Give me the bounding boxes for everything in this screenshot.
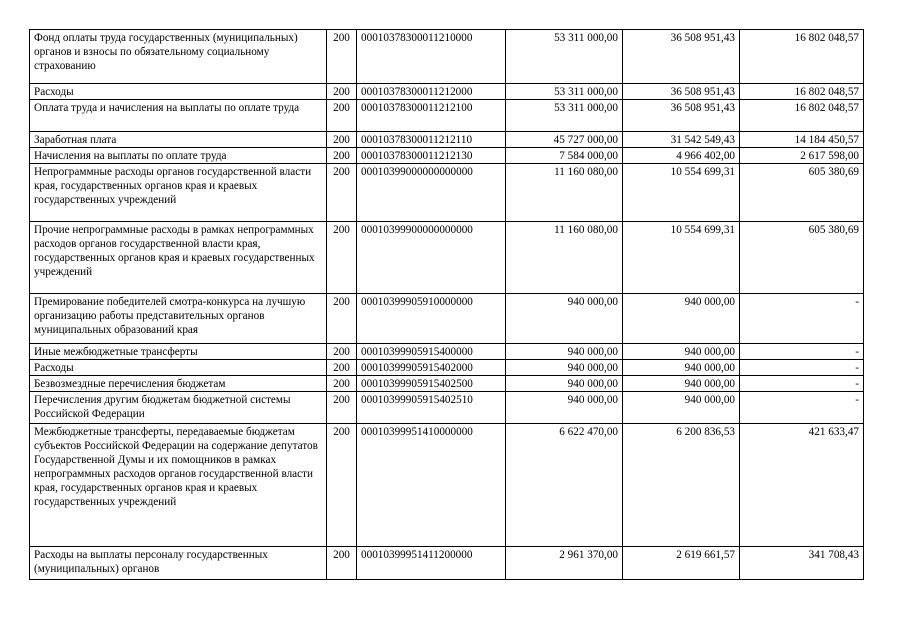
row-executed-cell: 36 508 951,43 [623, 30, 740, 84]
row-unexecuted-cell: 16 802 048,57 [740, 84, 864, 100]
row-unexecuted-cell: - [740, 360, 864, 376]
row-executed-cell: 4 966 402,00 [623, 148, 740, 164]
row-approved-cell: 940 000,00 [506, 360, 623, 376]
budget-table-body [30, 30, 864, 580]
row-kbk-cell: 00010378300011212130 [357, 148, 506, 164]
row-unexecuted-cell: - [740, 344, 864, 360]
row-unexecuted-cell: - [740, 294, 864, 344]
row-code-cell: 200 [327, 84, 357, 100]
row-executed-cell: 31 542 549,43 [623, 132, 740, 148]
row-name-cell: Перечисления другим бюджетам бюджетной системы Российской Федерации [30, 392, 327, 424]
row-approved-cell: 53 311 000,00 [506, 100, 623, 132]
row-code-cell: 200 [327, 222, 357, 294]
row-kbk-cell: 00010399000000000000 [357, 164, 506, 222]
row-unexecuted-cell: 421 633,47 [740, 424, 864, 547]
row-executed-cell: 2 619 661,57 [623, 547, 740, 580]
row-approved-cell: 53 311 000,00 [506, 84, 623, 100]
row-unexecuted-cell: 14 184 450,57 [740, 132, 864, 148]
row-unexecuted-cell: 605 380,69 [740, 164, 864, 222]
row-kbk-cell: 00010378300011212100 [357, 100, 506, 132]
row-name-cell: Заработная плата [30, 132, 327, 148]
row-code-cell: 200 [327, 294, 357, 344]
row-code-cell: 200 [327, 164, 357, 222]
table-row [30, 132, 864, 148]
row-code-cell: 200 [327, 376, 357, 392]
row-code-cell: 200 [327, 132, 357, 148]
row-executed-cell: 940 000,00 [623, 360, 740, 376]
row-code-cell: 200 [327, 30, 357, 84]
table-row [30, 164, 864, 222]
table-row [30, 344, 864, 360]
row-name-cell: Межбюджетные трансферты, передаваемые бюджетам субъектов Российской Федерации на содержание депутатов Государственной Думы и их помощников в рамках непрограммных расходов органов государственной власти края, государственных органов края и краевых государственных учреждений [30, 424, 327, 547]
row-name-cell: Расходы на выплаты персоналу государственных (муниципальных) органов [30, 547, 327, 580]
table-row [30, 376, 864, 392]
row-unexecuted-cell: 605 380,69 [740, 222, 864, 294]
row-approved-cell: 940 000,00 [506, 294, 623, 344]
table-row [30, 100, 864, 132]
row-name-cell: Фонд оплаты труда государственных (муниципальных) органов и взносы по обязательному социальному страхованию [30, 30, 327, 84]
row-executed-cell: 10 554 699,31 [623, 164, 740, 222]
row-approved-cell: 940 000,00 [506, 344, 623, 360]
row-approved-cell: 6 622 470,00 [506, 424, 623, 547]
row-kbk-cell: 00010399951410000000 [357, 424, 506, 547]
row-name-cell: Безвозмездные перечисления бюджетам [30, 376, 327, 392]
table-row [30, 222, 864, 294]
budget-table [29, 29, 864, 580]
row-kbk-cell: 00010399905915400000 [357, 344, 506, 360]
table-row [30, 547, 864, 580]
row-code-cell: 200 [327, 424, 357, 547]
row-executed-cell: 940 000,00 [623, 344, 740, 360]
row-unexecuted-cell: 16 802 048,57 [740, 30, 864, 84]
row-code-cell: 200 [327, 360, 357, 376]
row-kbk-cell: 00010399905915402500 [357, 376, 506, 392]
row-approved-cell: 11 160 080,00 [506, 164, 623, 222]
row-kbk-cell: 00010399905915402510 [357, 392, 506, 424]
row-approved-cell: 53 311 000,00 [506, 30, 623, 84]
row-executed-cell: 10 554 699,31 [623, 222, 740, 294]
row-name-cell: Иные межбюджетные трансферты [30, 344, 327, 360]
row-name-cell: Расходы [30, 84, 327, 100]
table-row [30, 360, 864, 376]
table-row [30, 148, 864, 164]
row-executed-cell: 6 200 836,53 [623, 424, 740, 547]
table-row [30, 294, 864, 344]
row-name-cell: Начисления на выплаты по оплате труда [30, 148, 327, 164]
row-approved-cell: 940 000,00 [506, 376, 623, 392]
row-name-cell: Расходы [30, 360, 327, 376]
row-approved-cell: 7 584 000,00 [506, 148, 623, 164]
row-unexecuted-cell: 16 802 048,57 [740, 100, 864, 132]
row-executed-cell: 36 508 951,43 [623, 84, 740, 100]
table-row [30, 30, 864, 84]
row-kbk-cell: 00010399951411200000 [357, 547, 506, 580]
row-code-cell: 200 [327, 344, 357, 360]
row-name-cell: Премирование победителей смотра-конкурса на лучшую организацию работы представительных органов муниципальных образований края [30, 294, 327, 344]
row-name-cell: Оплата труда и начисления на выплаты по оплате труда [30, 100, 327, 132]
row-executed-cell: 940 000,00 [623, 294, 740, 344]
row-kbk-cell: 00010378300011210000 [357, 30, 506, 84]
row-code-cell: 200 [327, 100, 357, 132]
report-sheet [29, 29, 864, 580]
row-code-cell: 200 [327, 392, 357, 424]
row-approved-cell: 940 000,00 [506, 392, 623, 424]
row-approved-cell: 11 160 080,00 [506, 222, 623, 294]
row-name-cell: Непрограммные расходы органов государственной власти края, государственных органов края и краевых государственных учреждений [30, 164, 327, 222]
row-code-cell: 200 [327, 148, 357, 164]
row-kbk-cell: 00010399900000000000 [357, 222, 506, 294]
row-unexecuted-cell: 341 708,43 [740, 547, 864, 580]
table-row [30, 424, 864, 547]
row-unexecuted-cell: - [740, 376, 864, 392]
table-row [30, 392, 864, 424]
row-code-cell: 200 [327, 547, 357, 580]
row-name-cell: Прочие непрограммные расходы в рамках непрограммных расходов органов государственной власти края, государственных органов края и краевых государственных учреждений [30, 222, 327, 294]
row-kbk-cell: 00010399905910000000 [357, 294, 506, 344]
row-kbk-cell: 00010378300011212000 [357, 84, 506, 100]
row-executed-cell: 36 508 951,43 [623, 100, 740, 132]
row-kbk-cell: 00010399905915402000 [357, 360, 506, 376]
row-unexecuted-cell: - [740, 392, 864, 424]
row-executed-cell: 940 000,00 [623, 392, 740, 424]
row-unexecuted-cell: 2 617 598,00 [740, 148, 864, 164]
row-kbk-cell: 00010378300011212110 [357, 132, 506, 148]
row-executed-cell: 940 000,00 [623, 376, 740, 392]
row-approved-cell: 45 727 000,00 [506, 132, 623, 148]
table-row [30, 84, 864, 100]
row-approved-cell: 2 961 370,00 [506, 547, 623, 580]
